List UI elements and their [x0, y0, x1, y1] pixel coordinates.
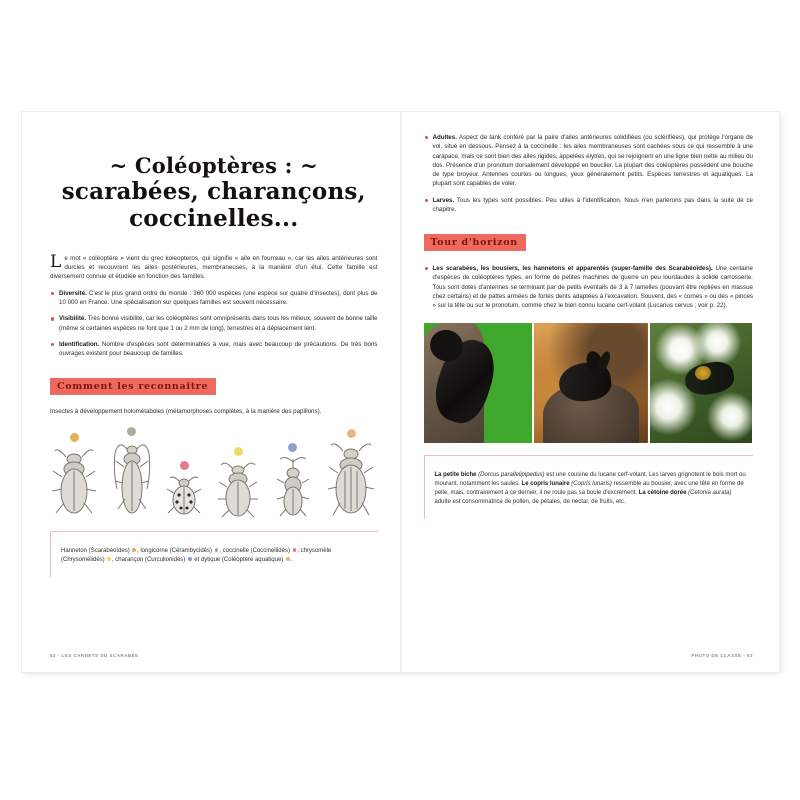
caption-dot-charancon	[188, 557, 192, 561]
illustration-caption-box	[50, 531, 378, 577]
photo-strip	[424, 323, 754, 443]
right-page	[402, 112, 780, 672]
section-heading-tour-dhorizon: Tour d'horizon	[424, 234, 526, 252]
bullet-visibilite	[50, 314, 378, 333]
chrysomele-icon	[218, 457, 258, 519]
marker-dot-coccinelle	[180, 461, 189, 470]
caption-dot-coccinelle	[293, 548, 297, 552]
photo-cetoine-doree	[650, 323, 752, 443]
bullet-label: Larves.	[432, 196, 455, 204]
bullet-label: Adultes.	[432, 134, 457, 141]
bullet-text: C'est le plus grand ordre du monde : 360 000 espèces (une espèce sur quatre d'insectes), dont plus de 10 000 en France. Une spécialisation sur quelques familles est souvent nécessaire.	[59, 289, 378, 307]
photo-copris-lunaire	[534, 323, 648, 443]
left-page-footer: 52 - LES CARNETS DU SCARABÉE	[50, 653, 139, 658]
beetle-chrysomele	[218, 447, 258, 519]
left-page	[22, 112, 401, 672]
intro-paragraph	[50, 251, 378, 282]
bullet-scarabees	[424, 264, 754, 310]
caption-text-3: adulte est consommatrice de pollen, de pétales, de nectar, de fruits, etc.	[434, 498, 626, 505]
bullet-label: Identification.	[59, 340, 100, 348]
beetle-longicorne	[113, 427, 151, 519]
marker-dot-dytique	[347, 429, 356, 438]
photo-petite-biche	[424, 323, 533, 443]
marker-dot-charancon	[288, 443, 297, 452]
drop-cap: L	[50, 251, 62, 272]
section-heading-comment-les-reconnaitre: Comment les reconnaitre	[50, 378, 216, 396]
caption-part: , longicorne (Cérambycidés)	[136, 547, 214, 554]
caption-latin-2: (Copris lunaris)	[569, 480, 612, 487]
bullet-text: Tous les types sont possibles. Peu utiles à l'identification. Nous n'en parlerons pas dans la suite de ce chapitre.	[432, 196, 753, 214]
beetle-coccinelle	[167, 461, 201, 519]
bullet-larves	[424, 196, 754, 215]
caption-part: .	[290, 556, 293, 563]
caption-species-3: La cétoine dorée	[638, 489, 687, 496]
bullet-diversite	[50, 289, 378, 308]
beetle-dytique	[327, 429, 375, 519]
caption-dot-dytique	[286, 557, 290, 561]
bullet-text: Aspect de tank conféré par la paire d'ailes antérieures solidifiées (ou sclérifiées), qui protège l'organe de vol, situé en dessous. Pensez à la coccinelle : les ailes membraneuses sont cachées sous ce qui ressemble à une carapace, mais ce sont bien des ailes rigides, appelées élytres, qui se rejoignent en une ligne bien nette au milieu du dos. Présence d'un pronotum dorsalement développé en bouclier. La plupart des coléoptères possèdent une bouche de type broyeur. Antennes courtes ou longues, yeux généralement petits. Espèces terrestres et aquatiques. La plupart sont capables de voler.	[432, 134, 753, 188]
caption-dot-chrysomele	[107, 557, 111, 561]
caption-part: Hanneton (Scarabéoïdes)	[61, 547, 132, 554]
bullet-label: Diversité.	[59, 289, 87, 297]
caption-part: et dytique (Coléoptère aquatique)	[192, 556, 285, 563]
photo-caption	[435, 471, 750, 507]
bullet-identification	[50, 340, 378, 359]
caption-latin-1: (Dorcus parallelipipedus)	[476, 471, 545, 478]
longicorne-icon	[113, 437, 151, 519]
caption-latin-3: (Cetonia aurata)	[686, 489, 732, 496]
title-line-2: scarabées, charançons,	[61, 178, 366, 206]
bullet-text: Très bonne visibilité, car les coléoptères sont omniprésents dans tous les milieux, souvent de bonne taille (même si certaines espèces ne font que 1 ou 2 mm de long), terrestres et à déplacement lent.	[59, 315, 378, 332]
bullet-adultes	[424, 133, 754, 189]
bullet-label: Les scarabées, les bousiers, les hannetons et apparentés (super-famille des Scarabéoïdes).	[432, 265, 713, 273]
photo-caption-box	[424, 455, 754, 519]
caption-species-1: La petite biche	[434, 471, 477, 478]
caption-part: , chrysomèle (Chrysomélidés)	[61, 547, 332, 563]
beetle-charancon	[275, 443, 311, 519]
bullet-label: Visibilité.	[59, 315, 87, 323]
lead-paragraph: Insectes à développement holométaboles (métamorphoses complètes, à la manière des papillons).	[50, 408, 322, 416]
book-spread	[22, 112, 779, 672]
title-line-3: coccinelles...	[129, 205, 299, 233]
intro-text: e mot « coléoptère » vient du grec koleopteros, qui signifie « aile en fourreau », car les ailes antérieures sont durcies et recouvrent les ailes postérieures, membraneuses, à la manière d'un étui. Cette famille est diversement connue et étudiée en fonction des familles.	[50, 254, 378, 281]
marker-dot-hanneton	[70, 433, 79, 442]
coccinelle-icon	[167, 471, 201, 519]
caption-dot-hanneton	[132, 548, 136, 552]
marker-dot-chrysomele	[234, 447, 243, 456]
caption-text-2: ressemble au bousier, avec une tête en forme de pelle, mais, contrairement à ce dernier, il ne roule pas sa boule d'excrément.	[434, 480, 744, 496]
caption-species-2: Le copris lunaire	[521, 480, 570, 487]
right-page-footer: PHOTO DE CLASSE - 53	[691, 653, 753, 658]
caption-part: , charançon (Curculionidés)	[111, 556, 187, 563]
hanneton-icon	[52, 443, 96, 519]
beetle-hanneton	[52, 433, 96, 519]
illustration-caption	[61, 547, 374, 565]
title-line-1: ~ Coléoptères : ~	[109, 153, 318, 179]
charancon-icon	[275, 453, 311, 519]
caption-dot-longicorne	[215, 548, 219, 552]
caption-part: , coccinelle (Coccinellidés)	[219, 547, 292, 554]
bullet-text: Une centaine d'espèces de coléoptères types, en forme de petites machines de guerre un peu lourdaudes à solide carrosserie. Tous sont dotés d'antennes se terminant par de petits éventails de 3 à 7 lamelles (pouvant être repliées en massue chez certains) et de pattes armées de fortes dents adaptées à l'excavation. Souvent, des « cornes » ou des « pinces » sur la tête ou sur le pronotum, comme chez le bien connu lucane cerf-volant (Lucanus cervus ; voir p. 22).	[432, 265, 753, 310]
marker-dot-longicorne	[127, 427, 136, 436]
dytique-icon	[327, 439, 375, 519]
caption-text-1: est une cousine du lucane cerf-volant. Les larves grignotent le bois mort ou mourant, notamment les saules.	[434, 471, 746, 487]
beetle-illustration-strip	[52, 427, 376, 519]
page-title	[50, 153, 378, 232]
bullet-text: Nombre d'espèces sont déterminables à vue, mais avec beaucoup de précautions. De très bons ouvrages existent pour beaucoup de familles.	[59, 340, 378, 358]
